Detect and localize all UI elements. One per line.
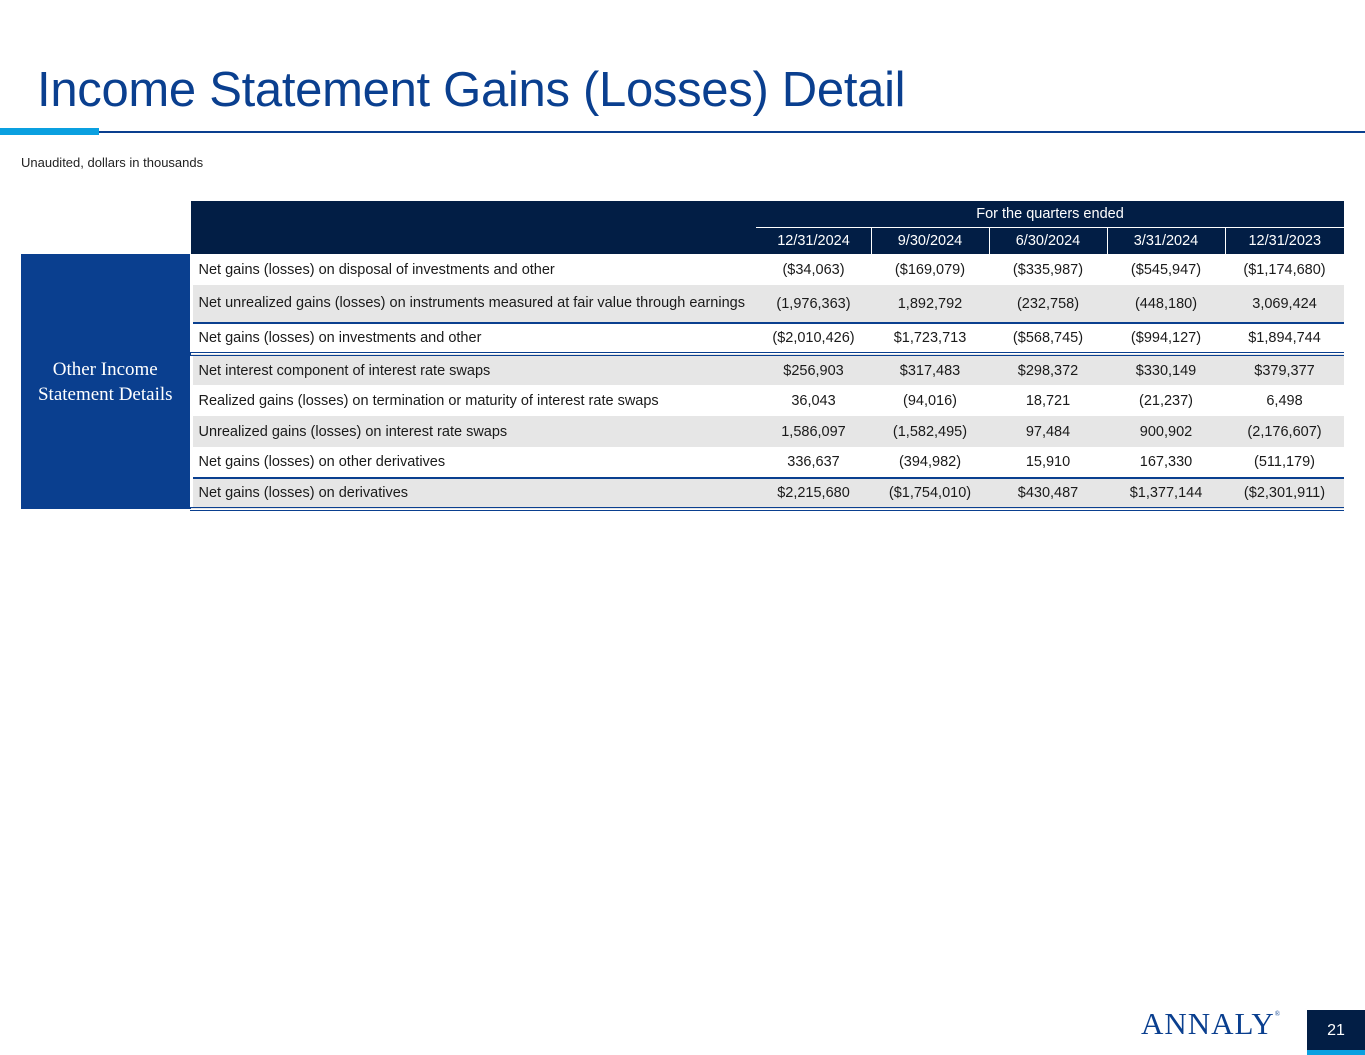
row-value: 36,043 — [791, 392, 836, 409]
row-value: 167,330 — [1139, 454, 1193, 470]
column-header: 12/31/2023 — [1225, 228, 1344, 255]
row-value: 97,484 — [989, 416, 1107, 447]
row-label: Net gains (losses) on derivatives — [191, 478, 756, 509]
logo-wordmark: ANNALY — [1141, 1006, 1275, 1041]
row-value: $1,723,713 — [871, 323, 989, 354]
row-value: 15,910 — [1025, 454, 1071, 470]
row-value: (1,976,363) — [756, 285, 871, 323]
column-header: 3/31/2024 — [1107, 228, 1225, 255]
row-value: $430,487 — [989, 478, 1107, 509]
table-row — [21, 416, 1344, 447]
row-value: (1,582,495) — [871, 416, 989, 447]
row-value: ($545,947) — [1130, 261, 1202, 278]
row-value: $330,149 — [1107, 354, 1225, 385]
row-value: 1,892,792 — [871, 285, 989, 323]
row-value: $2,215,680 — [756, 478, 871, 509]
row-value: (21,237) — [1138, 392, 1193, 409]
row-value: ($34,063) — [782, 261, 845, 278]
row-value: ($335,987) — [1012, 261, 1084, 278]
header-row-group — [21, 201, 1344, 228]
row-label: Net interest component of interest rate swaps — [191, 354, 756, 385]
row-value: 6,498 — [1266, 392, 1303, 409]
header-blank — [191, 228, 756, 255]
table-row-subtotal — [21, 323, 1344, 354]
row-value: ($1,754,010) — [871, 478, 989, 509]
row-value: ($2,301,911) — [1225, 478, 1344, 509]
annaly-logo — [1141, 1006, 1280, 1042]
row-value: $298,372 — [989, 354, 1107, 385]
row-value: $256,903 — [756, 354, 871, 385]
row-label: Net gains (losses) on investments and other — [191, 323, 756, 354]
row-value: ($994,127) — [1107, 323, 1225, 354]
table-row — [21, 385, 1344, 416]
row-label: Net gains (losses) on other derivatives — [198, 454, 446, 470]
header-corner — [21, 201, 191, 228]
row-value: $379,377 — [1225, 354, 1344, 385]
table-row — [21, 285, 1344, 323]
row-value: (394,982) — [898, 454, 962, 470]
page-title: Income Statement Gains (Losses) Detail — [37, 63, 906, 117]
row-value: ($568,745) — [989, 323, 1107, 354]
row-value: 336,637 — [787, 454, 840, 470]
title-divider — [99, 131, 1365, 133]
row-value: 3,069,424 — [1225, 285, 1344, 323]
row-value: 900,902 — [1107, 416, 1225, 447]
row-value: $1,894,744 — [1225, 323, 1344, 354]
gains-losses-table — [21, 201, 1344, 511]
header-row-dates — [21, 228, 1344, 255]
row-value: $317,483 — [871, 354, 989, 385]
column-header: 9/30/2024 — [871, 228, 989, 255]
column-header: 12/31/2024 — [756, 228, 871, 255]
row-label: Net gains (losses) on disposal of investments and other — [198, 261, 555, 278]
table-note: Unaudited, dollars in thousands — [21, 155, 204, 170]
row-value: (448,180) — [1107, 285, 1225, 323]
row-value: 1,586,097 — [756, 416, 871, 447]
table-row-total — [21, 478, 1344, 509]
row-label: Net unrealized gains (losses) on instruments measured at fair value through earnings — [191, 285, 756, 323]
row-value: ($1,174,680) — [1243, 261, 1326, 278]
row-value: 18,721 — [1025, 392, 1071, 409]
row-value: ($169,079) — [894, 261, 966, 278]
section-side-label — [21, 254, 191, 509]
page-number: 21 — [1307, 1010, 1365, 1055]
row-value: (232,758) — [989, 285, 1107, 323]
title-accent-bar — [0, 128, 99, 135]
header-blank — [191, 201, 756, 228]
row-label: Realized gains (losses) on termination or maturity of interest rate swaps — [198, 392, 659, 409]
row-value: $1,377,144 — [1107, 478, 1225, 509]
registered-mark: ® — [1274, 1010, 1281, 1018]
row-value: (2,176,607) — [1225, 416, 1344, 447]
table-row — [21, 447, 1344, 478]
row-label: Unrealized gains (losses) on interest rate swaps — [191, 416, 756, 447]
header-quarters-ended: For the quarters ended — [756, 201, 1344, 228]
side-label-line: Other Income — [52, 358, 158, 380]
row-value: (511,179) — [1254, 454, 1315, 470]
column-header: 6/30/2024 — [989, 228, 1107, 255]
row-value: ($2,010,426) — [756, 323, 871, 354]
header-corner — [21, 228, 191, 255]
table-row — [21, 254, 1344, 285]
table-row — [21, 354, 1344, 385]
row-value: (94,016) — [902, 392, 957, 409]
side-label-line: Statement Details — [37, 383, 173, 405]
